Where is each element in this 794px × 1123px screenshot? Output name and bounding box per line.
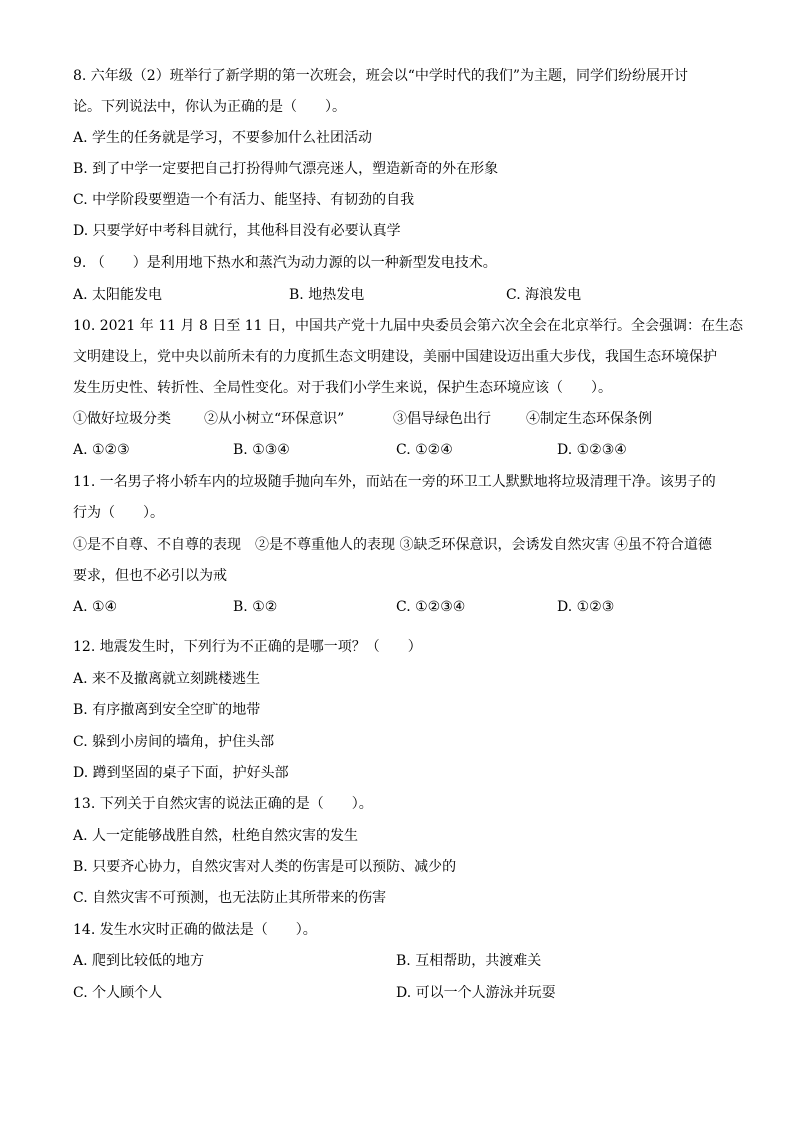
question-10-option-d[interactable]: D. ①②③④ — [557, 442, 627, 458]
question-10-option-a[interactable]: A. ①②③ — [73, 442, 130, 458]
question-8-option-d[interactable]: D. 只要学好中考科目就行，其他科目没有必要认真学 — [73, 223, 401, 239]
question-10-item-1: ①做好垃圾分类 — [73, 411, 171, 427]
question-14-option-b[interactable]: B. 互相帮助，共渡难关 — [396, 953, 542, 969]
question-8-option-c[interactable]: C. 中学阶段要塑造一个有活力、能坚持、有韧劲的自我 — [73, 192, 415, 208]
question-13-option-a[interactable]: A. 人一定能够战胜自然，杜绝自然灾害的发生 — [73, 828, 359, 844]
question-11-option-a[interactable]: A. ①④ — [73, 599, 118, 615]
question-12-option-c[interactable]: C. 躲到小房间的墙角，护住头部 — [73, 734, 275, 750]
question-13-stem: 13. 下列关于自然灾害的说法正确的是（ ）。 — [73, 796, 373, 812]
question-10-item-2: ②从小树立“环保意识” — [204, 411, 345, 427]
question-8-option-a[interactable]: A. 学生的任务就是学习，不要参加什么社团活动 — [73, 130, 373, 146]
question-9-option-c[interactable]: C. 海浪发电 — [506, 287, 582, 303]
question-9-option-a[interactable]: A. 太阳能发电 — [73, 287, 163, 303]
question-10-stem-line-2: 文明建设上，党中央以前所未有的力度抓生态文明建设，美丽中国建设迈出重大步伐，我国生态环境保护 — [73, 349, 717, 365]
question-13-option-c[interactable]: C. 自然灾害不可预测，也无法防止其所带来的伤害 — [73, 890, 387, 906]
question-14-option-a[interactable]: A. 爬到比较低的地方 — [73, 953, 205, 969]
question-11-statements-line-2: 要求，但也不必引以为戒 — [73, 568, 227, 584]
question-12-option-a[interactable]: A. 来不及撤离就立刻跳楼逃生 — [73, 671, 261, 687]
question-11-statements-line-1: ①是不自尊、不自尊的表现 ②是不尊重他人的表现 ③缺乏环保意识，会诱发自然灾害 ④虽不符合道德 — [73, 537, 712, 553]
question-8-option-b[interactable]: B. 到了中学一定要把自己打扮得帅气漂亮迷人，塑造新奇的外在形象 — [73, 161, 499, 177]
question-9-option-b[interactable]: B. 地热发电 — [289, 287, 365, 303]
question-13-option-b[interactable]: B. 只要齐心协力，自然灾害对人类的伤害是可以预防、减少的 — [73, 859, 457, 875]
question-10-item-4: ④制定生态环保条例 — [526, 411, 652, 427]
question-11-option-d[interactable]: D. ①②③ — [557, 599, 615, 615]
question-12-option-b[interactable]: B. 有序撤离到安全空旷的地带 — [73, 702, 261, 718]
question-14-stem: 14. 发生水灾时正确的做法是（ ）。 — [73, 922, 317, 938]
question-11-stem-line-1: 11. 一名男子将小轿车内的垃圾随手抛向车外，而站在一旁的环卫工人默默地将垃圾清理干净。该男子的 — [73, 474, 716, 490]
question-10-stem-line-1: 10. 2021 年 11 月 8 日至 11 日，中国共产党十九届中央委员会第六次全会在北京举行。全会强调：在生态 — [73, 318, 744, 334]
question-10-item-3: ③倡导绿色出行 — [393, 411, 491, 427]
question-12-option-d[interactable]: D. 蹲到坚固的桌子下面，护好头部 — [73, 765, 289, 781]
question-8-stem-line-1: 8. 六年级（2）班举行了新学期的第一次班会，班会以“中学时代的我们”为主题，同学们纷纷展开讨 — [73, 68, 689, 84]
question-12-stem: 12. 地震发生时，下列行为不正确的是哪一项？（ ） — [73, 639, 422, 655]
question-14-option-d[interactable]: D. 可以一个人游泳并玩耍 — [396, 985, 556, 1001]
question-14-option-c[interactable]: C. 个人顾个人 — [73, 985, 163, 1001]
question-11-stem-line-2: 行为（ ）。 — [73, 505, 164, 521]
question-9-stem: 9. （ ）是利用地下热水和蒸汽为动力源的以一种新型发电技术。 — [73, 255, 497, 271]
question-8-stem-line-2: 论。下列说法中，你认为正确的是（ ）。 — [73, 99, 346, 115]
question-10-option-c[interactable]: C. ①②④ — [396, 442, 453, 458]
question-11-option-c[interactable]: C. ①②③④ — [396, 599, 466, 615]
question-10-stem-line-3: 发生历史性、转折性、全局性变化。对于我们小学生来说，保护生态环境应该（ ）。 — [73, 380, 612, 396]
question-10-option-b[interactable]: B. ①③④ — [233, 442, 290, 458]
question-11-option-b[interactable]: B. ①② — [233, 599, 278, 615]
